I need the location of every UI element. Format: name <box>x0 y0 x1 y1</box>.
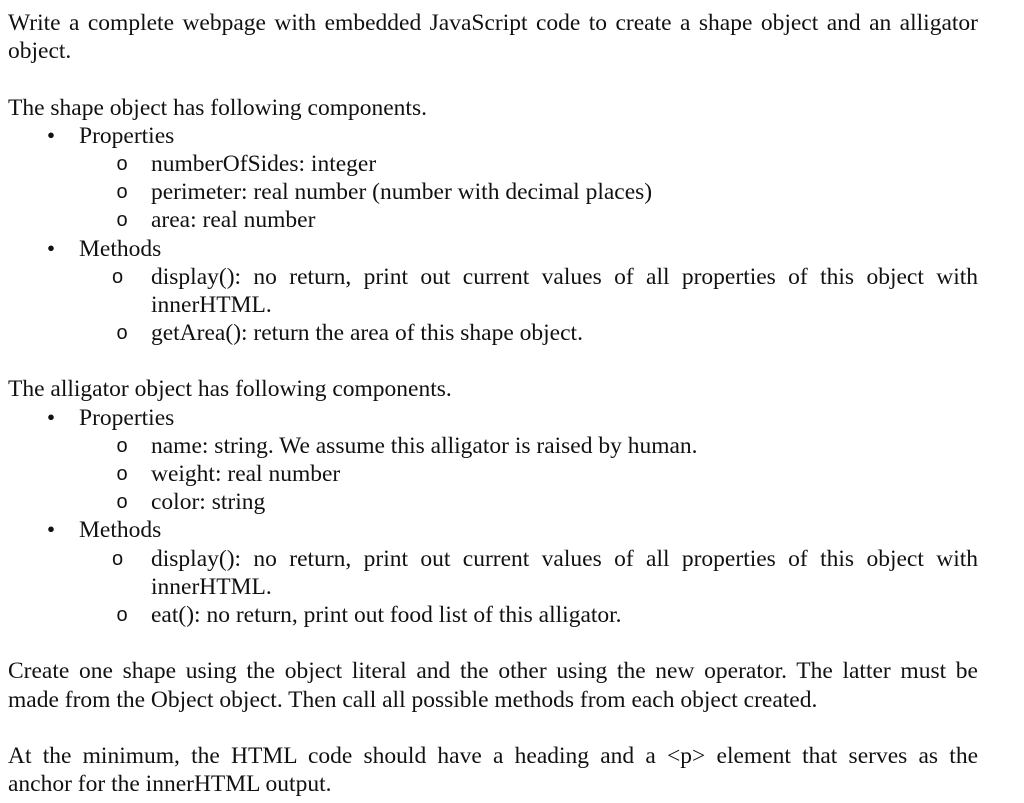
sub-bullet-icon: o <box>112 265 124 288</box>
shape-properties-label: Properties <box>79 122 175 149</box>
alligator-method-eat-text: eat(): no return, print out food list of this alligator. <box>151 601 622 628</box>
alligator-property-item <box>8 488 978 516</box>
alligator-method-display-text: display(): no return, print out current values of all properties of this object with <box>151 545 978 572</box>
alligator-property-text: weight: real number <box>151 461 341 487</box>
sub-bullet-icon: o <box>116 152 128 175</box>
bullet-icon: • <box>46 404 56 431</box>
shape-method-display-cont: innerHTML. <box>151 291 272 318</box>
spacer <box>8 714 978 742</box>
shape-property-item <box>8 150 978 178</box>
bullet-icon: • <box>46 517 56 544</box>
alligator-properties-item <box>8 404 978 432</box>
sub-bullet-icon: o <box>116 209 128 232</box>
shape-method-getarea-text: getArea(): return the area of this shape object. <box>151 320 583 347</box>
sub-bullet-icon: o <box>116 322 128 345</box>
shape-methods-label: Methods <box>79 235 162 262</box>
instructions-p2-line-1: At the minimum, the HTML code should have a heading and a <p> element that serves as the <box>8 742 978 769</box>
shape-property-text: area: real number <box>151 207 316 234</box>
alligator-heading: The alligator object has following components. <box>8 376 452 403</box>
instructions-p2-line-2: anchor for the innerHTML output. <box>8 771 332 798</box>
bullet-icon: • <box>46 122 56 149</box>
spacer <box>8 65 978 93</box>
shape-heading: The shape object has following components. <box>8 94 427 121</box>
sub-bullet-icon: o <box>116 181 128 204</box>
alligator-property-text: name: string. We assume this alligator is raised by human. <box>151 432 698 459</box>
alligator-method-display-cont: innerHTML. <box>151 573 272 600</box>
instructions-p1-line-1: Create one shape using the object literal and the other using the new operator. The latter must be <box>8 658 978 685</box>
shape-methods-item <box>8 235 978 263</box>
alligator-property-item <box>8 460 978 488</box>
alligator-methods-item <box>8 516 978 544</box>
sub-bullet-icon: o <box>116 603 128 626</box>
shape-property-item <box>8 178 978 206</box>
sub-bullet-icon: o <box>112 547 124 570</box>
alligator-method-eat <box>8 601 978 629</box>
bullet-icon: • <box>46 235 56 262</box>
sub-bullet-icon: o <box>116 491 128 514</box>
shape-method-getarea <box>8 319 978 347</box>
alligator-method-display <box>8 545 978 573</box>
instructions-p1-line-2: made from the Object object. Then call all possible methods from each object created. <box>8 686 818 713</box>
alligator-property-text: color: string <box>151 489 266 516</box>
alligator-properties-label: Properties <box>79 404 175 431</box>
shape-property-text: numberOfSides: integer <box>151 150 377 177</box>
shape-method-display <box>8 263 978 291</box>
alligator-property-item <box>8 432 978 460</box>
spacer <box>8 629 978 657</box>
sub-bullet-icon: o <box>116 434 128 457</box>
document-page <box>8 9 978 798</box>
intro-line-2: object. <box>8 38 72 65</box>
shape-properties-item <box>8 122 978 150</box>
shape-property-item <box>8 206 978 234</box>
spacer <box>8 347 978 375</box>
shape-method-display-text: display(): no return, print out current values of all properties of this object with <box>151 263 978 290</box>
alligator-methods-label: Methods <box>79 517 162 544</box>
sub-bullet-icon: o <box>116 463 128 485</box>
shape-property-text: perimeter: real number (number with decimal places) <box>151 179 653 206</box>
intro-line-1: Write a complete webpage with embedded JavaScript code to create a shape object and an alligator <box>8 10 978 36</box>
